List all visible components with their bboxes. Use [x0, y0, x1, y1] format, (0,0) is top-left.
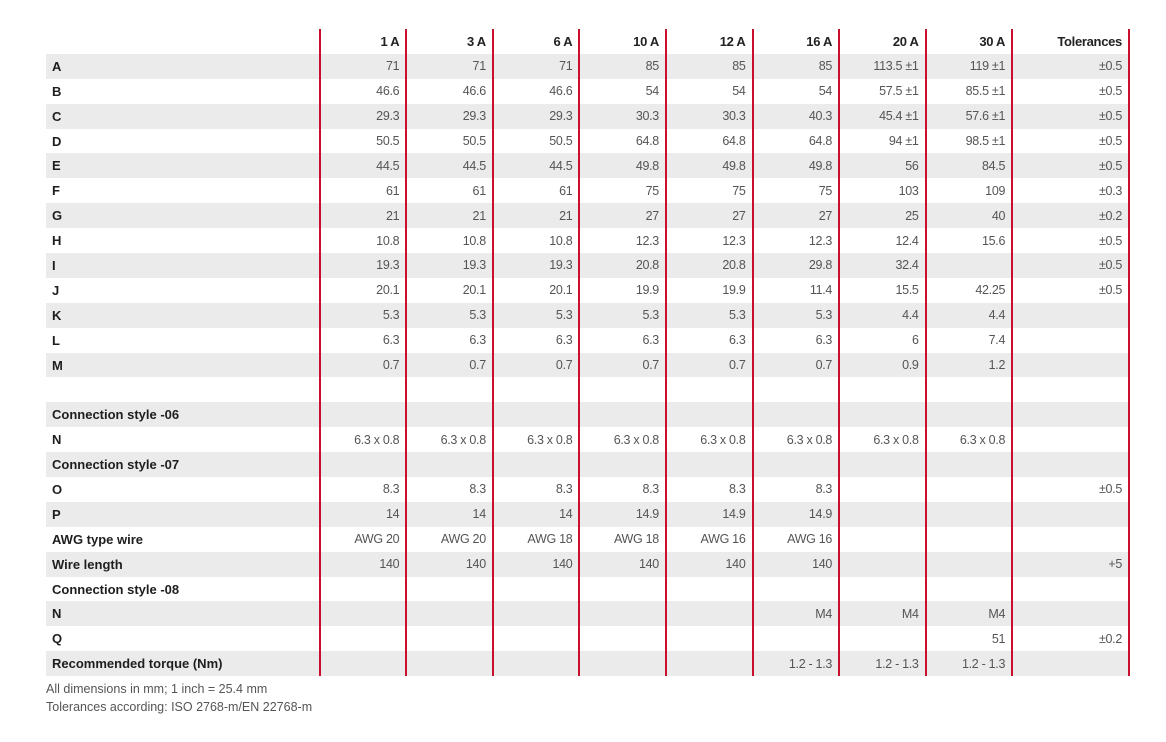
- value-cell: [839, 552, 926, 577]
- value-cell: 5.3: [320, 303, 407, 328]
- value-cell: [579, 626, 666, 651]
- value-cell: [320, 626, 407, 651]
- table-row: [46, 601, 1129, 626]
- tolerance-cell: [1012, 353, 1129, 378]
- table-row: [46, 502, 1129, 527]
- tolerance-cell: [1012, 502, 1129, 527]
- value-cell: [926, 502, 1013, 527]
- value-cell: AWG 18: [579, 527, 666, 552]
- value-cell: 94 ±1: [839, 129, 926, 154]
- tolerance-cell: [1012, 377, 1129, 402]
- tolerance-cell: ±0.5: [1012, 129, 1129, 154]
- value-cell: 10.8: [406, 228, 493, 253]
- value-cell: 8.3: [406, 477, 493, 502]
- value-cell: [926, 552, 1013, 577]
- value-cell: [839, 577, 926, 602]
- value-cell: 30.3: [666, 104, 753, 129]
- footnotes: [46, 680, 312, 716]
- value-cell: 21: [493, 203, 580, 228]
- value-cell: [406, 452, 493, 477]
- value-cell: [753, 452, 840, 477]
- table-body: [46, 54, 1129, 676]
- table-row: [46, 452, 1129, 477]
- value-cell: 85.5 ±1: [926, 79, 1013, 104]
- value-cell: [753, 626, 840, 651]
- value-cell: 140: [320, 552, 407, 577]
- table-row: [46, 527, 1129, 552]
- dimensions-table-container: [46, 29, 1130, 676]
- tolerance-cell: ±0.3: [1012, 178, 1129, 203]
- value-cell: 103: [839, 178, 926, 203]
- value-cell: 140: [666, 552, 753, 577]
- tolerance-cell: ±0.5: [1012, 104, 1129, 129]
- value-cell: 6.3: [753, 328, 840, 353]
- value-cell: 6.3 x 0.8: [406, 427, 493, 452]
- value-cell: 50.5: [320, 129, 407, 154]
- value-cell: 30.3: [579, 104, 666, 129]
- value-cell: [839, 477, 926, 502]
- tolerance-cell: ±0.2: [1012, 203, 1129, 228]
- value-cell: 109: [926, 178, 1013, 203]
- value-cell: 50.5: [406, 129, 493, 154]
- value-cell: 49.8: [753, 153, 840, 178]
- row-label: I: [46, 253, 320, 278]
- value-cell: 49.8: [666, 153, 753, 178]
- tolerance-cell: [1012, 328, 1129, 353]
- value-cell: 14: [406, 502, 493, 527]
- value-cell: 0.7: [320, 353, 407, 378]
- table-row: [46, 203, 1129, 228]
- value-cell: 6.3: [406, 328, 493, 353]
- tolerance-cell: ±0.2: [1012, 626, 1129, 651]
- value-cell: 14: [493, 502, 580, 527]
- value-cell: 32.4: [839, 253, 926, 278]
- value-cell: [926, 527, 1013, 552]
- row-label: N: [46, 601, 320, 626]
- value-cell: 50.5: [493, 129, 580, 154]
- tolerance-cell: ±0.5: [1012, 79, 1129, 104]
- value-cell: 0.7: [666, 353, 753, 378]
- table-row: [46, 427, 1129, 452]
- value-cell: [926, 577, 1013, 602]
- value-cell: [406, 651, 493, 676]
- value-cell: 29.3: [406, 104, 493, 129]
- value-cell: 12.3: [666, 228, 753, 253]
- row-label: M: [46, 353, 320, 378]
- row-label: O: [46, 477, 320, 502]
- tolerance-cell: ±0.5: [1012, 477, 1129, 502]
- value-cell: 27: [579, 203, 666, 228]
- value-cell: 44.5: [493, 153, 580, 178]
- value-cell: 140: [493, 552, 580, 577]
- value-cell: 44.5: [320, 153, 407, 178]
- value-cell: [839, 502, 926, 527]
- value-cell: 21: [406, 203, 493, 228]
- value-cell: 6.3 x 0.8: [579, 427, 666, 452]
- value-cell: 45.4 ±1: [839, 104, 926, 129]
- value-cell: [493, 601, 580, 626]
- value-cell: 12.3: [579, 228, 666, 253]
- header-rating-2: 3 A: [406, 29, 493, 54]
- table-row: [46, 477, 1129, 502]
- table-row: [46, 377, 1129, 402]
- value-cell: 71: [493, 54, 580, 79]
- table-row: [46, 328, 1129, 353]
- value-cell: 29.3: [493, 104, 580, 129]
- value-cell: [406, 577, 493, 602]
- tolerance-cell: ±0.5: [1012, 153, 1129, 178]
- row-label: P: [46, 502, 320, 527]
- tolerance-cell: ±0.5: [1012, 253, 1129, 278]
- value-cell: 6.3 x 0.8: [493, 427, 580, 452]
- header-rating-7: 20 A: [839, 29, 926, 54]
- value-cell: [579, 452, 666, 477]
- table-row: [46, 651, 1129, 676]
- value-cell: AWG 18: [493, 527, 580, 552]
- value-cell: 85: [753, 54, 840, 79]
- tolerance-cell: ±0.5: [1012, 228, 1129, 253]
- header-label-cell: [46, 29, 320, 54]
- row-label: K: [46, 303, 320, 328]
- tolerance-cell: [1012, 452, 1129, 477]
- value-cell: 5.3: [579, 303, 666, 328]
- value-cell: [926, 452, 1013, 477]
- value-cell: 10.8: [493, 228, 580, 253]
- value-cell: [406, 601, 493, 626]
- table-row: [46, 626, 1129, 651]
- table-row: [46, 79, 1129, 104]
- row-label: [46, 377, 320, 402]
- value-cell: 140: [753, 552, 840, 577]
- table-row: [46, 54, 1129, 79]
- value-cell: [666, 601, 753, 626]
- value-cell: M4: [926, 601, 1013, 626]
- header-rating-8: 30 A: [926, 29, 1013, 54]
- value-cell: 75: [579, 178, 666, 203]
- value-cell: [579, 377, 666, 402]
- value-cell: 29.3: [320, 104, 407, 129]
- value-cell: 6.3 x 0.8: [753, 427, 840, 452]
- row-label: AWG type wire: [46, 527, 320, 552]
- value-cell: 40.3: [753, 104, 840, 129]
- value-cell: 56: [839, 153, 926, 178]
- value-cell: 5.3: [666, 303, 753, 328]
- value-cell: AWG 20: [320, 527, 407, 552]
- value-cell: [926, 377, 1013, 402]
- table-row: [46, 552, 1129, 577]
- header-rating-5: 12 A: [666, 29, 753, 54]
- header-rating-3: 6 A: [493, 29, 580, 54]
- value-cell: [320, 452, 407, 477]
- value-cell: 0.7: [493, 353, 580, 378]
- table-row: [46, 104, 1129, 129]
- value-cell: 46.6: [493, 79, 580, 104]
- value-cell: 57.6 ±1: [926, 104, 1013, 129]
- header-tolerances: Tolerances: [1012, 29, 1129, 54]
- value-cell: [579, 577, 666, 602]
- value-cell: 64.8: [666, 129, 753, 154]
- value-cell: 61: [493, 178, 580, 203]
- value-cell: 6.3: [579, 328, 666, 353]
- value-cell: [493, 402, 580, 427]
- value-cell: 54: [753, 79, 840, 104]
- value-cell: 21: [320, 203, 407, 228]
- value-cell: 8.3: [493, 477, 580, 502]
- value-cell: 98.5 ±1: [926, 129, 1013, 154]
- tolerance-cell: [1012, 601, 1129, 626]
- value-cell: 51: [926, 626, 1013, 651]
- value-cell: 71: [406, 54, 493, 79]
- value-cell: 6.3 x 0.8: [666, 427, 753, 452]
- value-cell: 15.5: [839, 278, 926, 303]
- value-cell: 27: [753, 203, 840, 228]
- value-cell: 0.7: [753, 353, 840, 378]
- value-cell: 119 ±1: [926, 54, 1013, 79]
- row-label: Recommended torque (Nm): [46, 651, 320, 676]
- value-cell: 20.1: [493, 278, 580, 303]
- value-cell: [493, 626, 580, 651]
- value-cell: 0.9: [839, 353, 926, 378]
- value-cell: 1.2: [926, 353, 1013, 378]
- value-cell: 64.8: [579, 129, 666, 154]
- value-cell: AWG 16: [753, 527, 840, 552]
- value-cell: 6: [839, 328, 926, 353]
- value-cell: [666, 452, 753, 477]
- table-row: [46, 577, 1129, 602]
- value-cell: 140: [579, 552, 666, 577]
- value-cell: 61: [406, 178, 493, 203]
- value-cell: [926, 253, 1013, 278]
- value-cell: 75: [666, 178, 753, 203]
- value-cell: 1.2 - 1.3: [926, 651, 1013, 676]
- value-cell: 27: [666, 203, 753, 228]
- table-header-row: [46, 29, 1129, 54]
- value-cell: 14.9: [753, 502, 840, 527]
- value-cell: 71: [320, 54, 407, 79]
- value-cell: 40: [926, 203, 1013, 228]
- value-cell: 5.3: [406, 303, 493, 328]
- value-cell: [579, 402, 666, 427]
- value-cell: 6.3 x 0.8: [320, 427, 407, 452]
- value-cell: 49.8: [579, 153, 666, 178]
- value-cell: [320, 651, 407, 676]
- table-row: [46, 402, 1129, 427]
- value-cell: 84.5: [926, 153, 1013, 178]
- value-cell: 11.4: [753, 278, 840, 303]
- value-cell: [839, 377, 926, 402]
- row-label: D: [46, 129, 320, 154]
- value-cell: 29.8: [753, 253, 840, 278]
- value-cell: 4.4: [839, 303, 926, 328]
- footnote-tolerances: Tolerances according: ISO 2768-m/EN 22768-m: [46, 700, 313, 714]
- value-cell: [406, 402, 493, 427]
- value-cell: [320, 402, 407, 427]
- value-cell: 85: [579, 54, 666, 79]
- tolerance-cell: +5: [1012, 552, 1129, 577]
- table-row: [46, 129, 1129, 154]
- value-cell: [666, 377, 753, 402]
- value-cell: [493, 651, 580, 676]
- value-cell: 85: [666, 54, 753, 79]
- value-cell: [579, 601, 666, 626]
- value-cell: [579, 651, 666, 676]
- value-cell: 5.3: [753, 303, 840, 328]
- value-cell: 8.3: [579, 477, 666, 502]
- value-cell: 7.4: [926, 328, 1013, 353]
- value-cell: 54: [579, 79, 666, 104]
- value-cell: 140: [406, 552, 493, 577]
- header-rating-6: 16 A: [753, 29, 840, 54]
- value-cell: 0.7: [406, 353, 493, 378]
- value-cell: 8.3: [666, 477, 753, 502]
- value-cell: AWG 16: [666, 527, 753, 552]
- tolerance-cell: [1012, 527, 1129, 552]
- value-cell: [926, 477, 1013, 502]
- row-label: J: [46, 278, 320, 303]
- value-cell: M4: [753, 601, 840, 626]
- value-cell: 6.3: [320, 328, 407, 353]
- value-cell: [320, 601, 407, 626]
- value-cell: 6.3: [666, 328, 753, 353]
- value-cell: [493, 377, 580, 402]
- value-cell: [839, 452, 926, 477]
- value-cell: 4.4: [926, 303, 1013, 328]
- value-cell: 46.6: [406, 79, 493, 104]
- value-cell: 25: [839, 203, 926, 228]
- value-cell: 12.4: [839, 228, 926, 253]
- footnote-units: All dimensions in mm; 1 inch = 25.4 mm: [46, 682, 268, 696]
- row-label: B: [46, 79, 320, 104]
- value-cell: 8.3: [320, 477, 407, 502]
- value-cell: 1.2 - 1.3: [839, 651, 926, 676]
- value-cell: M4: [839, 601, 926, 626]
- value-cell: [406, 626, 493, 651]
- row-label: H: [46, 228, 320, 253]
- row-label: Connection style -07: [46, 452, 320, 477]
- value-cell: [753, 577, 840, 602]
- value-cell: [753, 402, 840, 427]
- value-cell: 19.3: [320, 253, 407, 278]
- value-cell: [666, 651, 753, 676]
- value-cell: 20.8: [666, 253, 753, 278]
- value-cell: 15.6: [926, 228, 1013, 253]
- row-label: A: [46, 54, 320, 79]
- value-cell: 6.3 x 0.8: [926, 427, 1013, 452]
- value-cell: 75: [753, 178, 840, 203]
- row-label: G: [46, 203, 320, 228]
- row-label: Connection style -08: [46, 577, 320, 602]
- value-cell: 19.9: [666, 278, 753, 303]
- tolerance-cell: [1012, 303, 1129, 328]
- value-cell: [839, 527, 926, 552]
- value-cell: 0.7: [579, 353, 666, 378]
- value-cell: 57.5 ±1: [839, 79, 926, 104]
- row-label: Q: [46, 626, 320, 651]
- value-cell: 6.3 x 0.8: [839, 427, 926, 452]
- value-cell: 6.3: [493, 328, 580, 353]
- value-cell: AWG 20: [406, 527, 493, 552]
- row-label: F: [46, 178, 320, 203]
- value-cell: [666, 402, 753, 427]
- value-cell: [406, 377, 493, 402]
- value-cell: [839, 626, 926, 651]
- value-cell: [926, 402, 1013, 427]
- row-label: N: [46, 427, 320, 452]
- table-row: [46, 303, 1129, 328]
- tolerance-cell: [1012, 577, 1129, 602]
- value-cell: 5.3: [493, 303, 580, 328]
- table-row: [46, 228, 1129, 253]
- table-row: [46, 178, 1129, 203]
- value-cell: 54: [666, 79, 753, 104]
- value-cell: 44.5: [406, 153, 493, 178]
- value-cell: [320, 577, 407, 602]
- table-row: [46, 153, 1129, 178]
- tolerance-cell: [1012, 402, 1129, 427]
- value-cell: 42.25: [926, 278, 1013, 303]
- row-label: E: [46, 153, 320, 178]
- value-cell: 12.3: [753, 228, 840, 253]
- row-label: C: [46, 104, 320, 129]
- value-cell: 14.9: [579, 502, 666, 527]
- value-cell: [493, 577, 580, 602]
- value-cell: 61: [320, 178, 407, 203]
- value-cell: 20.1: [320, 278, 407, 303]
- value-cell: [666, 626, 753, 651]
- tolerance-cell: [1012, 427, 1129, 452]
- table-row: [46, 278, 1129, 303]
- value-cell: 20.8: [579, 253, 666, 278]
- value-cell: [320, 377, 407, 402]
- header-rating-1: 1 A: [320, 29, 407, 54]
- value-cell: 113.5 ±1: [839, 54, 926, 79]
- value-cell: 8.3: [753, 477, 840, 502]
- table-row: [46, 353, 1129, 378]
- tolerance-cell: ±0.5: [1012, 54, 1129, 79]
- tolerance-cell: ±0.5: [1012, 278, 1129, 303]
- value-cell: 64.8: [753, 129, 840, 154]
- value-cell: 19.3: [493, 253, 580, 278]
- row-label: Wire length: [46, 552, 320, 577]
- tolerance-cell: [1012, 651, 1129, 676]
- row-label: Connection style -06: [46, 402, 320, 427]
- row-label: L: [46, 328, 320, 353]
- dimensions-table: [46, 29, 1130, 676]
- value-cell: 46.6: [320, 79, 407, 104]
- value-cell: 20.1: [406, 278, 493, 303]
- value-cell: [753, 377, 840, 402]
- value-cell: [666, 577, 753, 602]
- value-cell: 1.2 - 1.3: [753, 651, 840, 676]
- value-cell: 10.8: [320, 228, 407, 253]
- value-cell: 14.9: [666, 502, 753, 527]
- value-cell: 19.9: [579, 278, 666, 303]
- table-row: [46, 253, 1129, 278]
- value-cell: 14: [320, 502, 407, 527]
- value-cell: [839, 402, 926, 427]
- header-rating-4: 10 A: [579, 29, 666, 54]
- value-cell: 19.3: [406, 253, 493, 278]
- value-cell: [493, 452, 580, 477]
